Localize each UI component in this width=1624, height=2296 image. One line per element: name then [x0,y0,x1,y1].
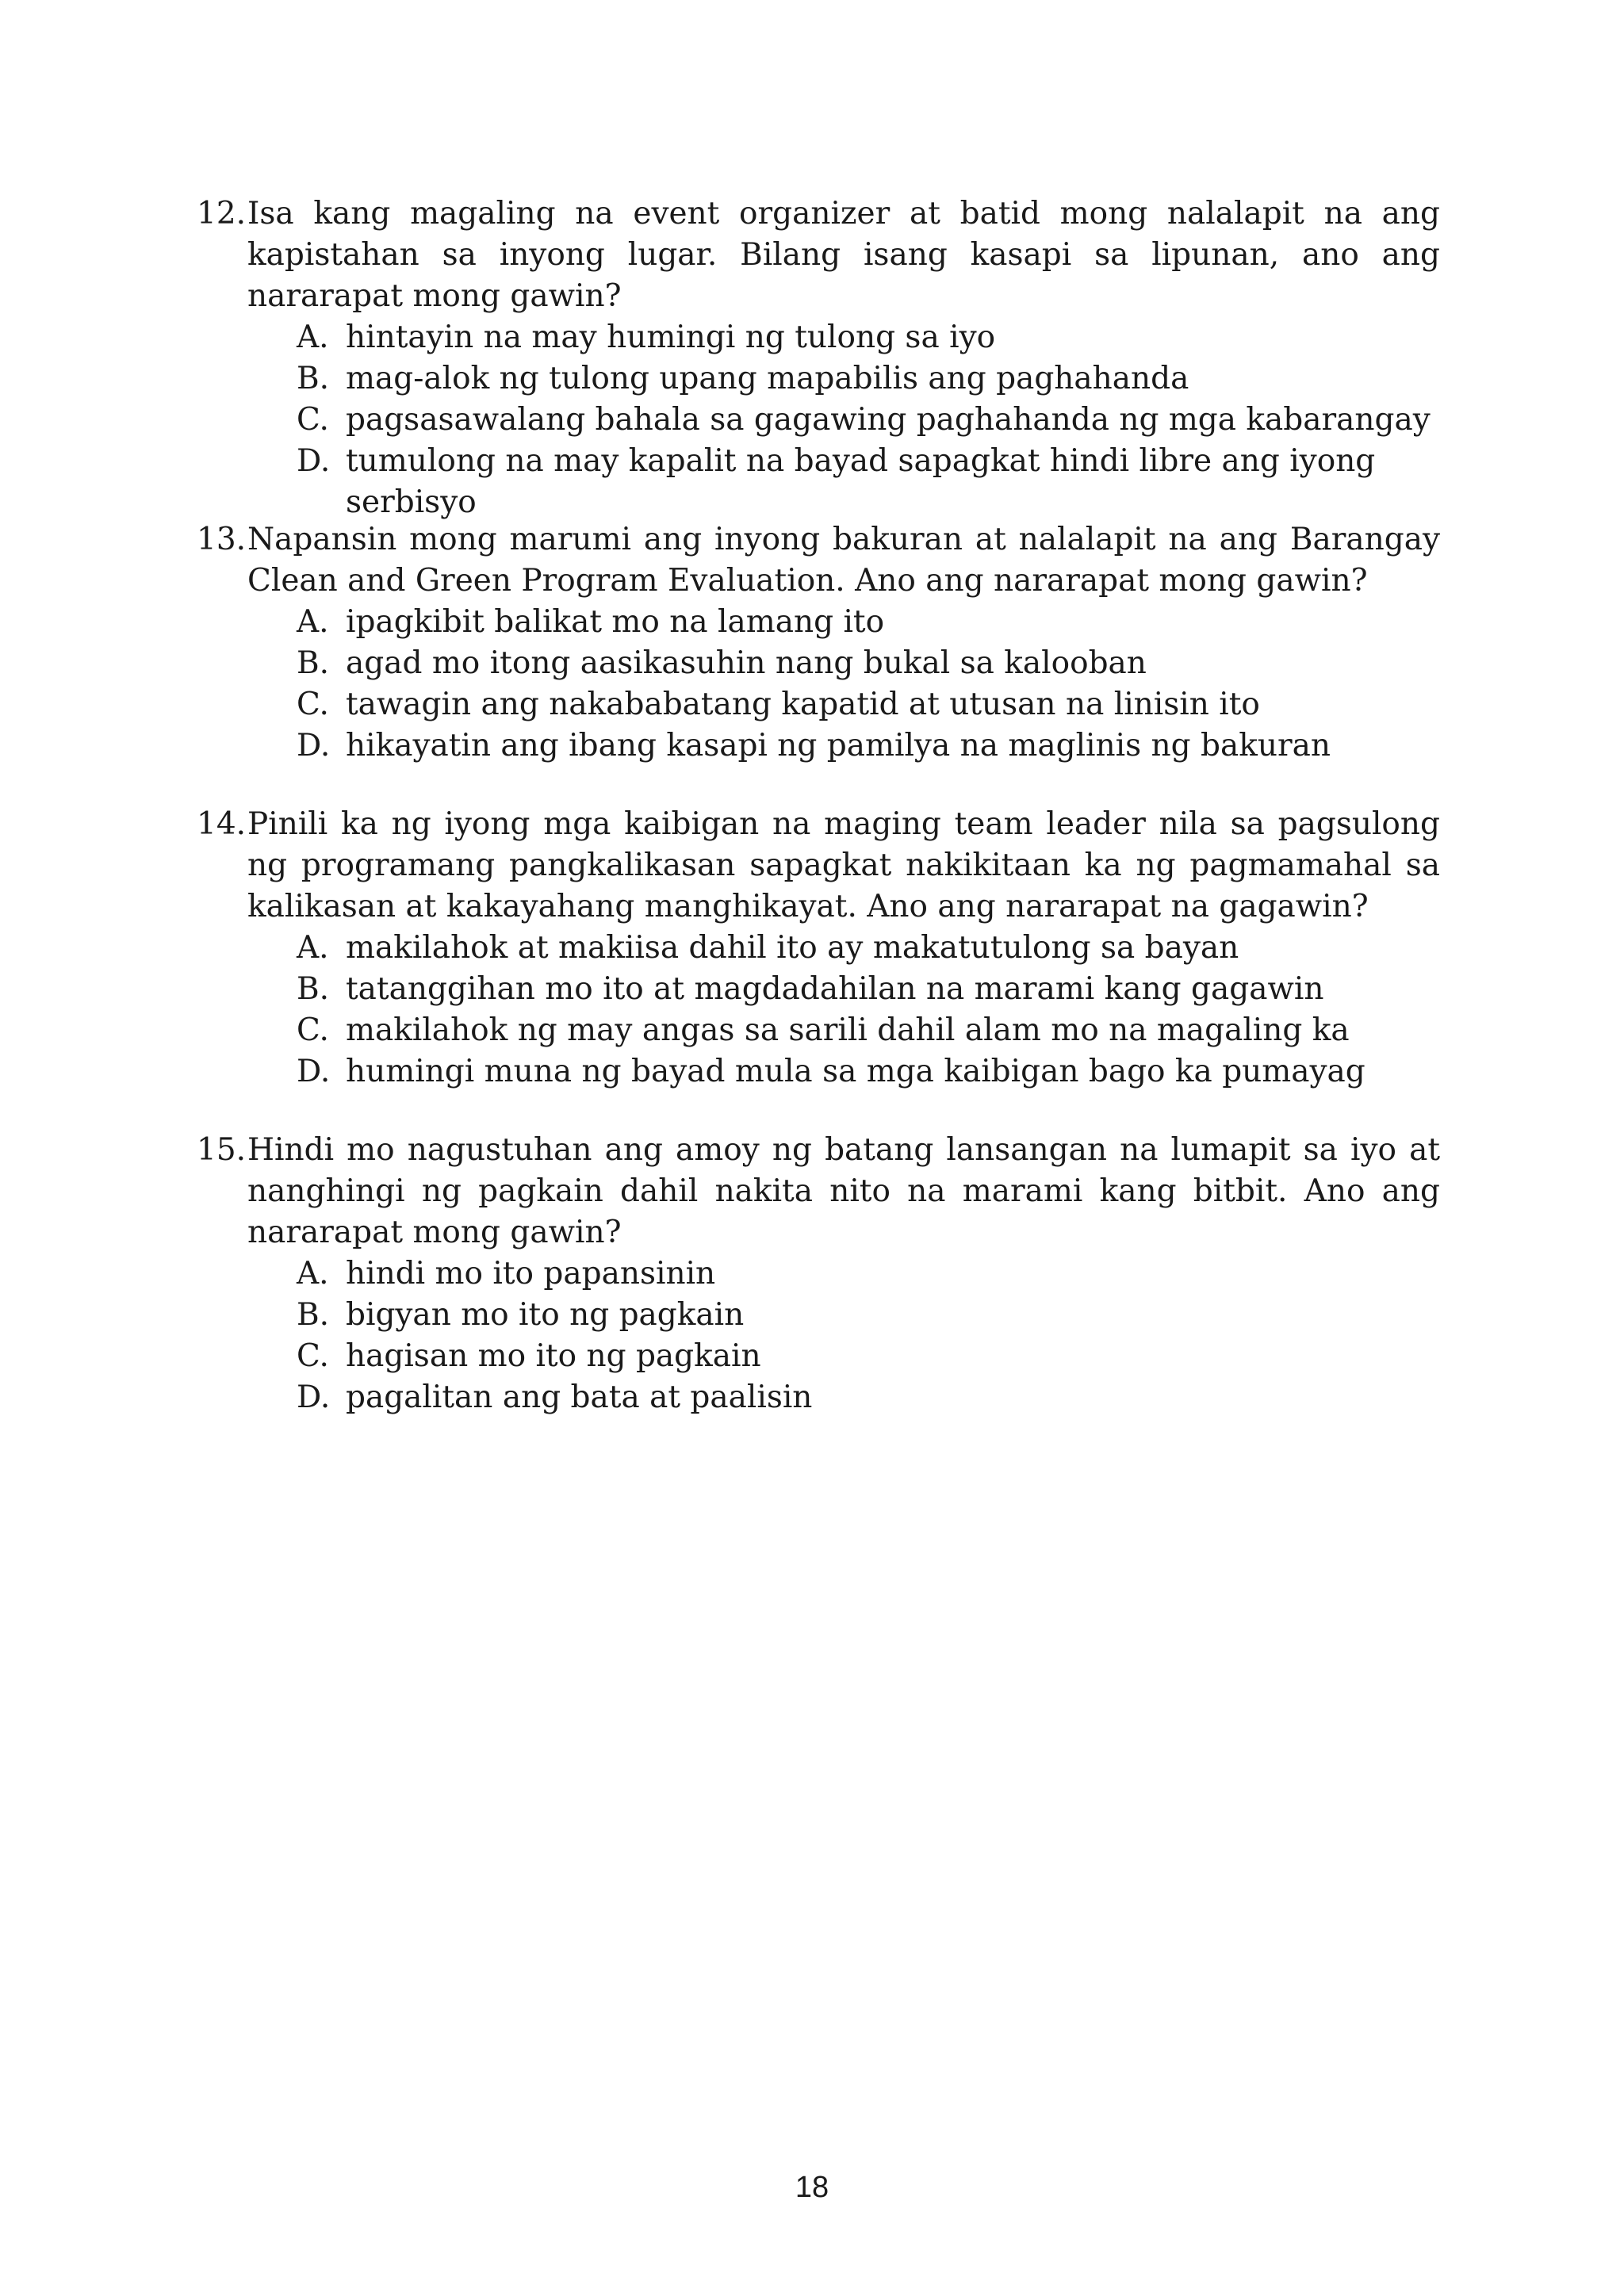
option-text: tumulong na may kapalit na bayad sapagkat hindi libre ang iyong serbisyo [346,443,1376,520]
question-stem [197,519,1440,602]
question-number: 13. [197,522,247,557]
option-text: makilahok at makiisa dahil ito ay makatutulong sa bayan [346,930,1239,966]
option-c [197,684,1440,725]
answer-options [197,602,1440,767]
option-a [197,1253,1440,1295]
question-stem [197,1130,1440,1253]
option-a [197,928,1440,969]
option-text: mag-alok ng tulong upang mapabilis ang paghahanda [346,361,1189,396]
option-text: pagalitan ang bata at paalisin [346,1380,813,1415]
option-letter: D. [297,728,331,763]
option-d [197,1051,1440,1093]
question-text: Pinili ka ng iyong mga kaibigan na maging team leader nila sa pagsulong ng programang pangkalikasan sapagkat nakikitaan ka ng pagmamahal sa kalikasan at kakayahang manghikayat. Ano ang nararapat na gagawin? [247,806,1440,924]
question-text: Napansin mong marumi ang inyong bakuran at nalalapit na ang Barangay Clean and Green Program Evaluation. Ano ang nararapat mong gawin? [247,522,1440,599]
option-text: tatanggihan mo ito at magdadahilan na marami kang gagawin [346,971,1324,1007]
question-number: 12. [197,196,247,232]
option-a [197,317,1440,358]
option-text: ipagkibit balikat mo na lamang ito [346,604,885,640]
question-text: Hindi mo nagustuhan ang amoy ng batang lansangan na lumapit sa iyo at nanghingi ng pagkain dahil nakita nito na marami kang bitbit. Ano ang nararapat mong gawin? [247,1132,1440,1250]
option-b [197,643,1440,684]
question-12 [197,193,1440,523]
answer-options [197,928,1440,1093]
option-d [197,725,1440,767]
option-letter: C. [297,1012,329,1048]
option-c [197,400,1440,441]
option-letter: B. [297,1297,330,1333]
option-text: hagisan mo ito ng pagkain [346,1338,761,1374]
question-15 [197,1130,1440,1418]
option-letter: D. [297,1054,331,1089]
page-number: 18 [795,2171,829,2204]
option-c [197,1010,1440,1051]
option-letter: A. [297,1256,329,1292]
answer-options [197,317,1440,523]
option-c [197,1336,1440,1377]
option-letter: C. [297,402,329,438]
option-a [197,602,1440,643]
answer-options [197,1253,1440,1418]
option-text: makilahok ng may angas sa sarili dahil alam mo na magaling ka [346,1012,1350,1048]
option-letter: A. [297,604,329,640]
option-letter: A. [297,930,329,966]
option-letter: B. [297,645,330,681]
option-b [197,969,1440,1010]
option-letter: B. [297,971,330,1007]
question-text: Isa kang magaling na event organizer at batid mong nalalapit na ang kapistahan sa inyong lugar. Bilang isang kasapi sa lipunan, ano ang nararapat mong gawin? [247,196,1440,314]
option-letter: B. [297,361,330,396]
option-d [197,441,1440,523]
option-text: humingi muna ng bayad mula sa mga kaibigan bago ka pumayag [346,1054,1365,1089]
option-text: hindi mo ito papansinin [346,1256,716,1292]
option-text: pagsasawalang bahala sa gagawing paghahanda ng mga kabarangay [346,402,1431,438]
question-13 [197,519,1440,767]
option-letter: C. [297,1338,329,1374]
option-b [197,1295,1440,1336]
option-d [197,1377,1440,1418]
option-letter: D. [297,443,331,479]
question-stem [197,193,1440,317]
option-letter: D. [297,1380,331,1415]
question-number: 14. [197,806,247,842]
option-text: hikayatin ang ibang kasapi ng pamilya na maglinis ng bakuran [346,728,1331,763]
option-text: hintayin na may humingi ng tulong sa iyo [346,320,996,355]
option-text: tawagin ang nakababatang kapatid at utusan na linisin ito [346,687,1260,722]
question-14 [197,804,1440,1093]
option-letter: C. [297,687,329,722]
question-number: 15. [197,1132,247,1168]
question-stem [197,804,1440,928]
option-b [197,358,1440,400]
option-letter: A. [297,320,329,355]
option-text: agad mo itong aasikasuhin nang bukal sa kalooban [346,645,1147,681]
option-text: bigyan mo ito ng pagkain [346,1297,745,1333]
